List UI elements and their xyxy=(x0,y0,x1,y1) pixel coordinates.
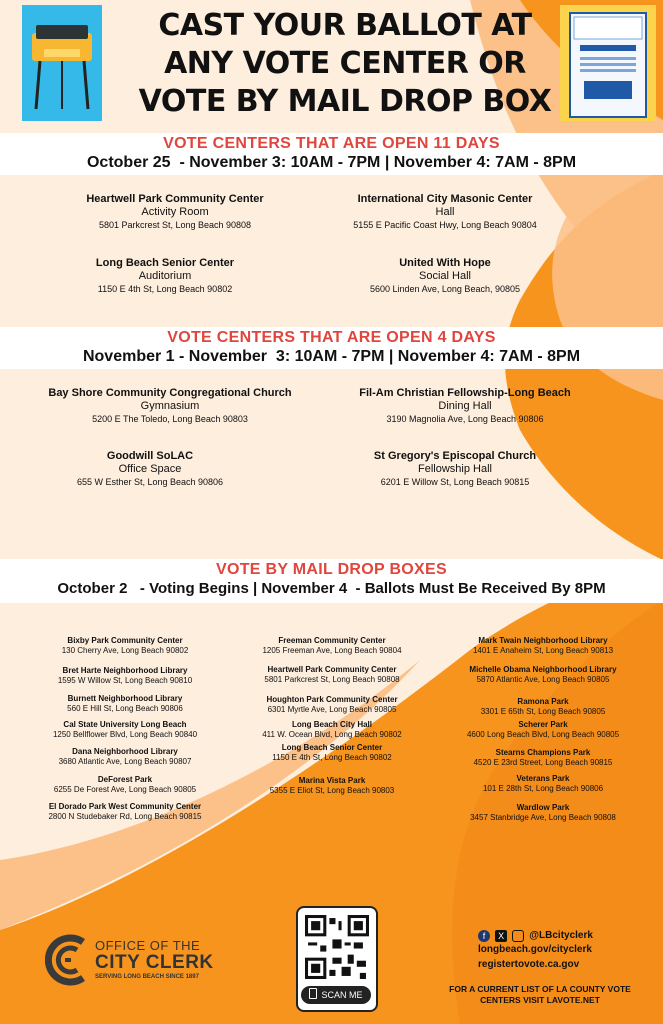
link-city-clerk[interactable]: longbeach.gov/cityclerk xyxy=(478,944,592,955)
drop-box-item xyxy=(222,636,442,656)
drop-box-name: Marina Vista Park xyxy=(298,776,366,785)
location-room: Activity Room xyxy=(141,206,209,218)
drop-box-address: 1150 E 4th St, Long Beach 90802 xyxy=(272,753,392,762)
section2-schedule: November 1 - November 3: 10AM - 7PM | November 4: 7AM - 8PM xyxy=(82,348,581,365)
location-name: Heartwell Park Community Center xyxy=(86,193,264,205)
location-name: St Gregory's Episcopal Church xyxy=(373,450,537,462)
drop-box-name: Cal State University Long Beach xyxy=(63,720,187,729)
drop-box-address: 2800 N Studebaker Rd, Long Beach 90815 xyxy=(48,812,202,821)
drop-box-address: 5355 E Eliot St, Long Beach 90803 xyxy=(269,786,395,795)
logo-line2: CITY CLERK xyxy=(95,952,214,973)
location-room: Office Space xyxy=(118,463,182,475)
location-name: Long Beach Senior Center xyxy=(95,257,235,269)
location-address: 5200 E The Toledo, Long Beach 90803 xyxy=(92,414,248,424)
drop-box-address: 1205 Freeman Ave, Long Beach 90804 xyxy=(262,646,402,655)
drop-box-item xyxy=(15,747,235,767)
drop-box-item xyxy=(15,694,235,714)
section3-band xyxy=(0,559,663,603)
drop-box-address: 5801 Parkcrest St, Long Beach 90808 xyxy=(264,675,400,684)
instagram-icon[interactable] xyxy=(512,930,524,942)
page-title xyxy=(95,7,595,121)
logo-line1: OFFICE OF THE xyxy=(95,938,201,953)
drop-box-address: 1401 E Anaheim St, Long Beach 90813 xyxy=(472,646,614,655)
location-name: United With Hope xyxy=(399,257,491,269)
drop-box-name: DeForest Park xyxy=(97,775,153,784)
drop-box-name: Michelle Obama Neighborhood Library xyxy=(469,665,617,674)
logo-tagline: SERVING LONG BEACH SINCE 1897 xyxy=(95,974,199,980)
qr-code xyxy=(305,915,369,979)
drop-box-address: 411 W. Ocean Blvd, Long Beach 90802 xyxy=(262,730,402,739)
title-line-1: CAST YOUR BALLOT AT xyxy=(158,8,532,43)
social-handle[interactable]: @LBcityclerk xyxy=(529,930,593,941)
location-address: 6201 E Willow St, Long Beach 90815 xyxy=(380,477,530,487)
note-line-2: CENTERS VISIT LAVOTE.NET xyxy=(480,995,600,1005)
location-address: 3190 Magnolia Ave, Long Beach 90806 xyxy=(386,414,544,424)
drop-box-address: 4600 Long Beach Blvd, Long Beach 90805 xyxy=(466,730,620,739)
title-line-3: VOTE BY MAIL DROP BOX xyxy=(138,84,552,119)
drop-box-name: Dana Neighborhood Library xyxy=(72,747,178,756)
city-clerk-logo xyxy=(45,932,235,992)
social-links xyxy=(478,925,658,970)
location-room: Social Hall xyxy=(419,270,471,282)
drop-box-item xyxy=(222,665,442,685)
location-address: 5801 Parkcrest St, Long Beach 90808 xyxy=(98,220,252,230)
drop-box-item xyxy=(15,666,235,686)
drop-box-name: Ramona Park xyxy=(517,697,569,706)
drop-box-address: 6255 De Forest Ave, Long Beach 90805 xyxy=(53,785,197,794)
drop-box-name: Long Beach City Hall xyxy=(291,720,372,729)
section3-heading: VOTE BY MAIL DROP BOXES xyxy=(216,561,447,578)
location-address: 5155 E Pacific Coast Hwy, Long Beach 90804 xyxy=(353,220,537,230)
vote-center-card xyxy=(310,449,600,488)
drop-box-item xyxy=(222,776,442,796)
drop-box-item xyxy=(15,636,235,656)
drop-box-address: 4520 E 23rd Street, Long Beach 90815 xyxy=(473,758,613,767)
location-name: International City Masonic Center xyxy=(357,193,533,205)
drop-box-item xyxy=(15,802,235,822)
drop-box-item xyxy=(433,665,653,685)
section1-heading: VOTE CENTERS THAT ARE OPEN 11 DAYS xyxy=(163,135,500,152)
voting-booth-illustration xyxy=(22,5,102,121)
x-icon[interactable]: X xyxy=(495,930,507,942)
drop-box-item xyxy=(222,695,442,715)
drop-box-item xyxy=(433,697,653,717)
scan-me-label: SCAN ME xyxy=(321,990,363,1000)
drop-box-name: Bret Harte Neighborhood Library xyxy=(62,666,188,675)
drop-box-name: Long Beach Senior Center xyxy=(281,743,383,752)
section1-band xyxy=(0,133,663,175)
section2-heading: VOTE CENTERS THAT ARE OPEN 4 DAYS xyxy=(167,329,496,346)
drop-box-name: Freeman Community Center xyxy=(278,636,386,645)
phone-icon xyxy=(309,988,317,999)
drop-box-item xyxy=(15,775,235,795)
city-clerk-c-icon xyxy=(45,932,89,988)
scan-me-button[interactable] xyxy=(301,986,371,1004)
drop-box-name: Veterans Park xyxy=(516,774,570,783)
drop-box-name: Houghton Park Community Center xyxy=(266,695,398,704)
section1-schedule: October 25 - November 3: 10AM - 7PM | November 4: 7AM - 8PM xyxy=(86,154,577,171)
drop-box-address: 101 E 28th St, Long Beach 90806 xyxy=(482,784,604,793)
drop-box-name: Stearns Champions Park xyxy=(495,748,591,757)
drop-box-address: 3301 E 65th St, Long Beach 90805 xyxy=(480,707,606,716)
vote-center-card xyxy=(0,449,300,488)
drop-box-address: 130 Cherry Ave, Long Beach 90802 xyxy=(61,646,189,655)
qr-code-card[interactable] xyxy=(296,906,378,1012)
location-name: Fil-Am Christian Fellowship-Long Beach xyxy=(359,387,571,399)
location-name: Bay Shore Community Congregational Church xyxy=(48,387,292,399)
location-address: 655 W Esther St, Long Beach 90806 xyxy=(76,477,224,487)
drop-box-address: 3457 Stanbridge Ave, Long Beach 90808 xyxy=(470,813,616,822)
vote-center-card xyxy=(10,386,330,425)
link-register-to-vote[interactable]: registertovote.ca.gov xyxy=(478,959,580,970)
note-line-1: FOR A CURRENT LIST OF LA COUNTY VOTE xyxy=(449,984,631,994)
facebook-icon[interactable]: f xyxy=(478,930,490,942)
drop-box-address: 1250 Bellflower Blvd, Long Beach 90840 xyxy=(52,730,198,739)
section3-schedule: October 2 - Voting Begins | November 4 - Ballots Must Be Received By 8PM xyxy=(57,580,606,597)
drop-box-item xyxy=(433,748,653,768)
drop-box-item xyxy=(433,774,653,794)
drop-box-item xyxy=(433,720,653,740)
drop-box-item xyxy=(433,803,653,823)
drop-box-name: Scherer Park xyxy=(518,720,568,729)
location-room: Auditorium xyxy=(138,270,192,282)
drop-box-address: 1595 W Willow St, Long Beach 90810 xyxy=(57,676,193,685)
title-line-2: ANY VOTE CENTER OR xyxy=(164,46,526,81)
vote-center-card xyxy=(320,386,610,425)
drop-box-item xyxy=(15,720,235,740)
section2-band xyxy=(0,327,663,369)
drop-box-item xyxy=(222,743,442,763)
location-name: Goodwill SoLAC xyxy=(106,450,194,462)
location-address: 5600 Linden Ave, Long Beach, 90805 xyxy=(370,284,520,294)
drop-box-name: Wardlow Park xyxy=(516,803,570,812)
location-room: Hall xyxy=(435,206,455,218)
location-room: Dining Hall xyxy=(438,400,492,412)
drop-box-address: 3680 Atlantic Ave, Long Beach 90807 xyxy=(58,757,192,766)
lavote-note xyxy=(430,984,650,1006)
drop-box-address: 560 E Hill St, Long Beach 90806 xyxy=(67,704,183,713)
drop-box-address: 6301 Myrtle Ave, Long Beach 90805 xyxy=(267,705,397,714)
drop-box-name: Mark Twain Neighborhood Library xyxy=(478,636,608,645)
drop-box-name: Bixby Park Community Center xyxy=(67,636,183,645)
drop-box-name: Burnett Neighborhood Library xyxy=(67,694,183,703)
vote-center-card xyxy=(20,192,330,231)
drop-box-item xyxy=(222,720,442,740)
drop-box-name: Heartwell Park Community Center xyxy=(267,665,397,674)
location-room: Gymnasium xyxy=(140,400,200,412)
vote-center-card xyxy=(300,256,590,295)
drop-box-item xyxy=(433,636,653,656)
vote-center-card xyxy=(300,192,590,231)
location-room: Fellowship Hall xyxy=(418,463,492,475)
location-address: 1150 E 4th St, Long Beach 90802 xyxy=(97,284,233,294)
vote-center-card xyxy=(20,256,310,295)
drop-box-address: 5870 Atlantic Ave, Long Beach 90805 xyxy=(476,675,610,684)
drop-box-name: El Dorado Park West Community Center xyxy=(48,802,202,811)
